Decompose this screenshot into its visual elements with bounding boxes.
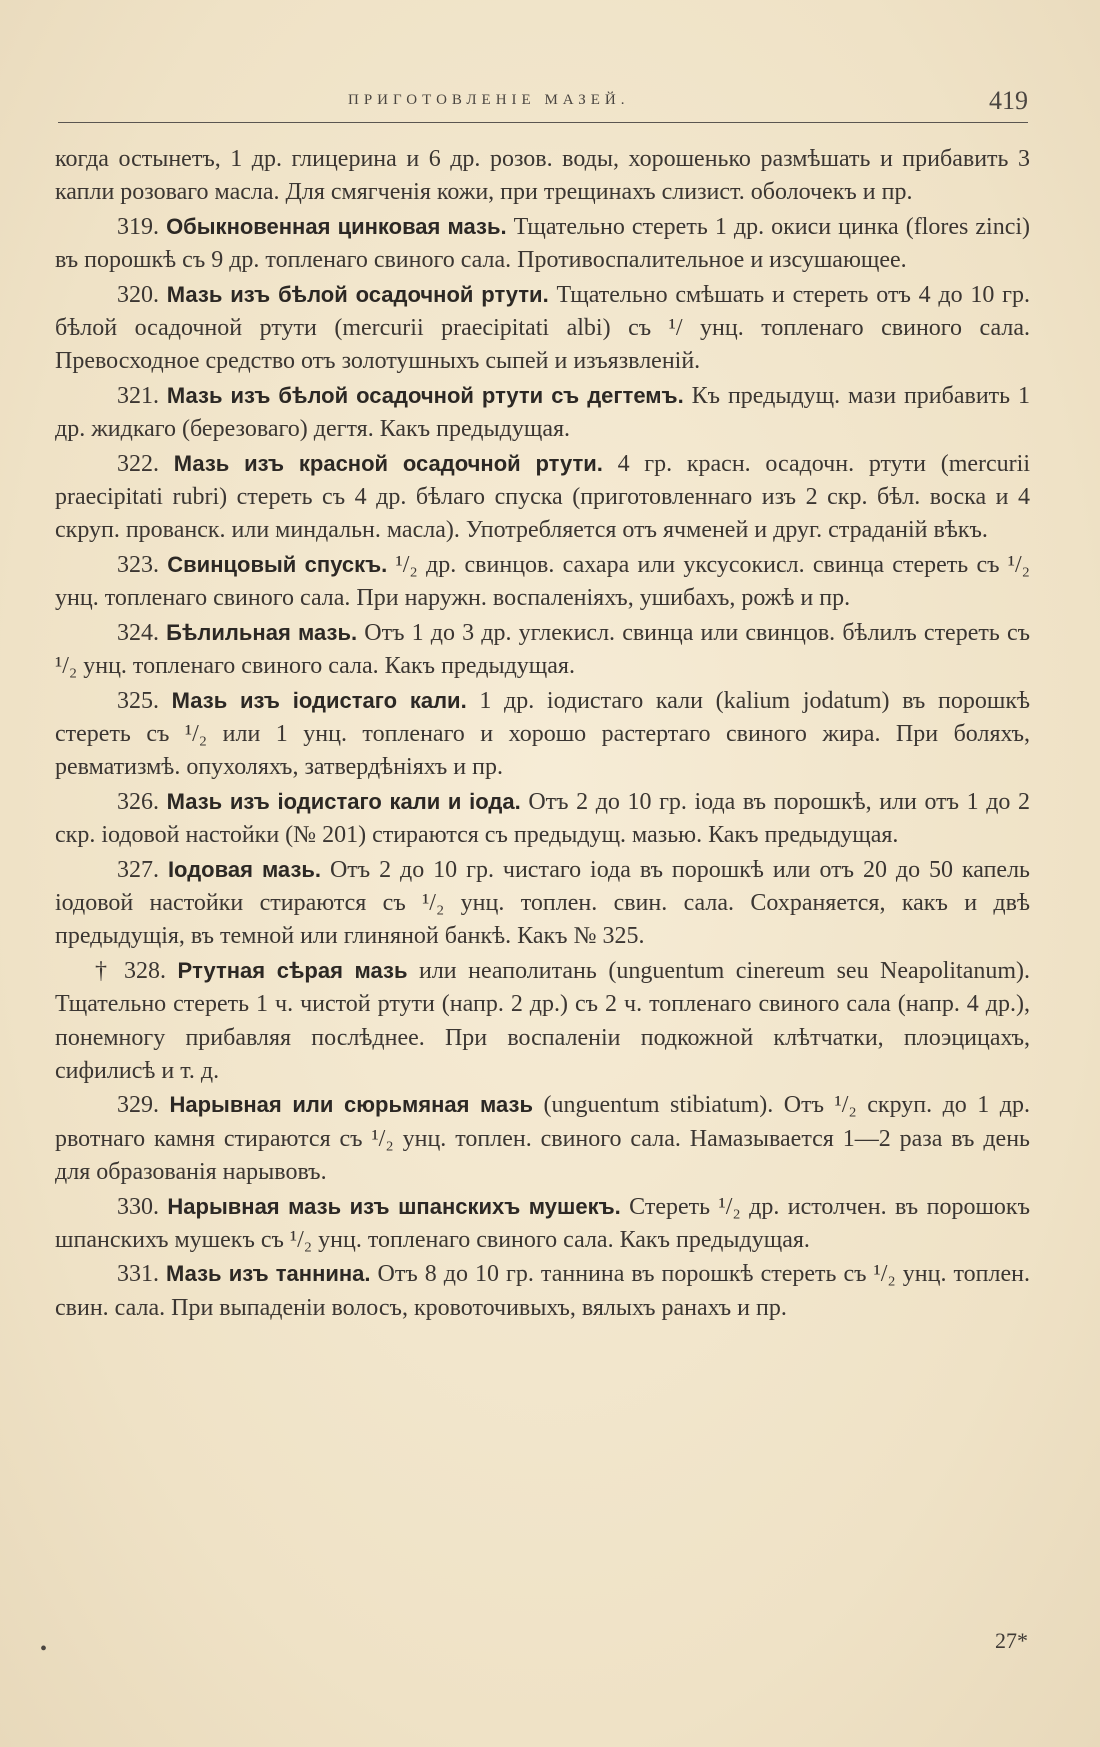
entry-number: 324. (117, 619, 159, 646)
entry-paragraph (55, 447, 1030, 548)
intro-paragraph: когда остынетъ, 1 др. глицерина и 6 др. розов. воды, хорошенько размѣшать и прибавить 3 капли розоваго масла. Для смягченія кожи, при трещинахъ слизист. оболочекъ и пр. (55, 146, 1030, 206)
entry-number: 326. (117, 788, 159, 815)
entry-paragraph (55, 379, 1030, 447)
entry-body: Къ предыдущ. мази прибавить 1 др. жидкаго (березоваго) дегтя. Какъ предыдущая. (55, 382, 1031, 443)
entry-title: Ртутная сѣрая мазь (177, 957, 408, 983)
running-title: ПРИГОТОВЛЕНІЕ МАЗЕЙ. (348, 92, 630, 108)
entry-title: Обыкновенная цинковая мазь. (166, 213, 507, 239)
entry-body: Отъ 1 до 3 др. углекисл. свинца или свинцов. бѣлилъ стереть съ ¹/₂ унц. топленаго свиного сала. Какъ предыдущая. (55, 619, 1031, 680)
entry-body: 4 гр. красн. осадочн. ртути (mercurii praecipitati rubri) стереть съ 4 др. бѣлаго спуска (приготовленнаго изъ 2 скр. бѣл. воска и 4 скруп. прованск. или миндальн. масла). Употребляется отъ ячменей и друг. страданій вѣкъ. (55, 450, 1031, 544)
entry-paragraph (55, 616, 1030, 684)
entry-body: Тщательно смѣшать и стереть отъ 4 до 10 гр. бѣлой осадочной ртути (mercurii praecipitati albi) съ ¹/ унц. топленаго свиного сала. Превосходное средство отъ золотушныхъ сыпей и изъязвленій. (55, 281, 1031, 375)
signature-mark: 27* (995, 1628, 1028, 1653)
entry-paragraph (55, 684, 1030, 785)
entry-body: ¹/₂ др. свинцов. сахара или уксусокисл. свинца стереть съ ¹/₂ унц. топленаго свиного сала. При наружн. воспаленіяхъ, ушибахъ, рожѣ и пр. (55, 551, 1030, 612)
entry-body: Отъ 2 до 10 гр. чистаго іода въ порошкѣ или отъ 20 до 50 капель іодовой настойки стираются съ ¹/₂ унц. топлен. свин. сала. Сохраняется, какъ и двѣ предыдущія, въ темной или глиняной банкѣ. Какъ № 325. (55, 856, 1031, 950)
entry-title: Мазь изъ таннина. (166, 1261, 371, 1287)
entry-body: Тщательно стереть 1 др. окиси цинка (flores zinci) въ порошкѣ съ 9 др. топленаго свиного сала. Противоспалительное и изсушающее. (55, 213, 1031, 274)
entry-title: Свинцовый спускъ. (167, 551, 388, 577)
entry-title: Мазь изъ красной осадочной ртути. (173, 450, 603, 476)
page-header (58, 86, 1028, 116)
entry-number: 320. (117, 281, 159, 308)
entry-paragraph (55, 954, 1030, 1089)
entry-paragraph (55, 278, 1030, 379)
entry-paragraph (55, 785, 1030, 853)
header-rule (58, 122, 1028, 123)
entry-number: 329. (117, 1092, 159, 1119)
entry-body: (unguentum stibiatum). Отъ ¹/₂ скруп. до 1 др. рвотнаго камня стираются съ ¹/₂ унц. топлен. свиного сала. Намазывается 1—2 раза въ день для образованія нарывовъ. (55, 1092, 1030, 1186)
entry-paragraph (55, 548, 1030, 616)
entry-number: 322. (117, 450, 159, 477)
entry-paragraph (55, 210, 1030, 278)
entry-number: 330. (117, 1193, 159, 1220)
entry-body: Стереть ¹/₂ др. истолчен. въ порошокъ шпанскихъ мушекъ съ ¹/₂ унц. топленаго свиного сала. Какъ предыдущая. (55, 1193, 1030, 1253)
margin-dot: • (40, 1638, 48, 1660)
entry-number: † 328. (95, 957, 166, 984)
entry-number: 321. (117, 382, 159, 409)
entry-paragraph (55, 1190, 1030, 1258)
entry-number: 323. (117, 551, 159, 578)
entry-title: Мазь изъ іодистаго кали и іода. (166, 788, 521, 814)
entry-number: 327. (117, 856, 159, 883)
entry-title: Іодовая мазь. (167, 856, 322, 882)
entry-number: 325. (117, 687, 159, 714)
entry-paragraph (55, 1257, 1030, 1325)
entry-body: 1 др. іодистаго кали (kalium jodatum) въ порошкѣ стереть съ ¹/₂ или 1 унц. топленаго и хорошо растертаго свиного жира. При боляхъ, ревматизмѣ. опухоляхъ, затвердѣніяхъ и пр. (55, 687, 1031, 781)
entry-body: Отъ 2 до 10 гр. іода въ порошкѣ, или отъ 1 до 2 скр. іодовой настойки (№ 201) стираются съ предыдущ. мазью. Какъ предыдущая. (55, 788, 1031, 849)
entry-title: Мазь изъ бѣлой осадочной ртути. (166, 281, 549, 307)
entry-number: 331. (117, 1261, 159, 1288)
entry-title: Нарывная или сюрьмяная мазь (169, 1092, 533, 1118)
page-body (55, 143, 1030, 1325)
entry-body: Отъ 8 до 10 гр. таннина въ порошкѣ стереть съ ¹/₂ унц. топлен. свин. сала. При выпаденіи волосъ, кровоточивыхъ, вялыхъ ранахъ и пр. (55, 1261, 1030, 1321)
entry-title: Мазь изъ бѣлой осадочной ртути съ дегтемъ. (166, 382, 684, 408)
entry-number: 319. (117, 213, 159, 240)
entry-title: Мазь изъ іодистаго кали. (171, 687, 467, 713)
entry-title: Нарывная мазь изъ шпанскихъ мушекъ. (167, 1193, 621, 1219)
entry-paragraph (55, 853, 1030, 954)
entry-title: Бѣлильная мазь. (166, 619, 358, 645)
entry-paragraph (55, 1088, 1030, 1189)
page-number: 419 (989, 86, 1028, 115)
entry-body: или неаполитань (unguentum cinereum seu Neapolitanum). Тщательно стереть 1 ч. чистой ртути (напр. 2 др.) съ 2 ч. топленаго свиного сала (напр. 4 др.), понемногу прибавляя послѣднее. При воспаленіи подкожной клѣтчатки, плоэцицахъ, сифилисѣ и т. д. (55, 957, 1031, 1084)
